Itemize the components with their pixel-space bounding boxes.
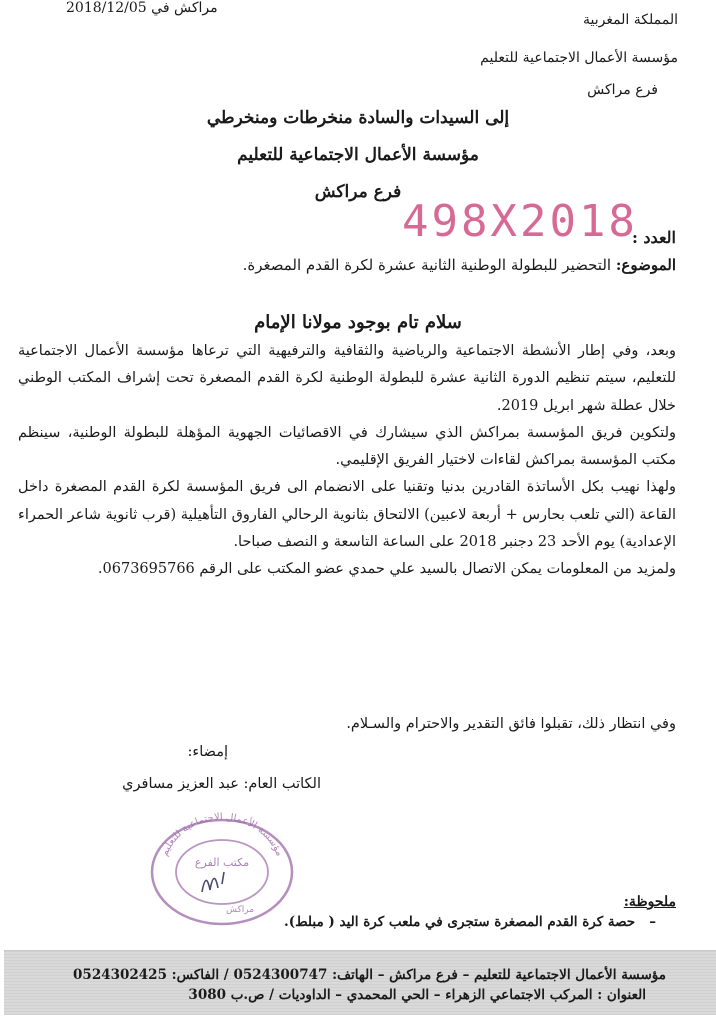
header-date: مراكش في 2018/12/05 <box>66 0 218 16</box>
seal-city-text: مراكش <box>225 905 255 915</box>
signature-scribble-icon <box>202 872 224 892</box>
footer-contact-bar <box>4 950 716 1015</box>
signature-label: إمضاء: <box>187 744 228 760</box>
subject-label: الموضوع: <box>615 256 676 274</box>
closing-line: وفي انتظار ذلك، تقبلوا فائق التقدير والاحترام والسـلام. <box>346 716 676 732</box>
body-paragraph-2: ولتكوين فريق المؤسسة بمراكش الذي سيشارك في الاقصائيات الجهوية المؤهلة للبطولة الوطنية، سينظم مكتب المؤسسة بمراكش لقاءات لاختيار الفريق الإقليمي. <box>18 424 676 469</box>
body-paragraph-1: وبعد، وفي إطار الأنشطة الاجتماعية والرياضية والثقافية والترفيهية التي ترعاها مؤسسة الأعمال الاجتماعية للتعليم، سيتم تنظيم الدورة الثانية عشرة للبطولة الوطنية لكرة القدم المصغرة تحت إشراف المكتب الوطني خلال عطلة شهر ابريل 2019. <box>18 343 676 414</box>
subject-line <box>243 256 676 274</box>
reference-number-stamp: 498X2018 <box>402 196 638 247</box>
svg-text:مؤسسة الأعمال الاجتماعية للتعل <box>159 812 285 858</box>
seal-stamp-icon <box>144 808 300 926</box>
body-paragraph-4: ولمزيد من المعلومات يمكن الاتصال بالسيد علي حمدي عضو المكتب على الرقم 0673695766. <box>97 561 676 578</box>
official-seal <box>144 808 300 926</box>
seal-outer-text: مؤسسة الأعمال الاجتماعية للتعليم <box>159 811 285 858</box>
note-title: ملحوظة: <box>623 894 676 910</box>
footer-address-line: العنوان : المركب الاجتماعي الزهراء – الحي المحمدي – الداوديات / ص.ب 3080 <box>188 987 646 1003</box>
header-branch: فرع مراكش <box>587 82 658 98</box>
footer-contact-line: مؤسسة الأعمال الاجتماعية للتعليم – فرع مراكش – الهاتف: 0524300747 / الفاكس: 0524302425 <box>73 967 666 983</box>
greeting: سلام تام بوجود مولانا الإمام <box>254 312 462 333</box>
note-bullet-icon: – <box>635 914 656 930</box>
header-kingdom: المملكة المغربية <box>582 12 678 28</box>
subject-text: التحضير للبطولة الوطنية الثانية عشرة لكرة القدم المصغرة. <box>242 256 612 274</box>
letter-body <box>18 338 676 584</box>
header-foundation: مؤسسة الأعمال الاجتماعية للتعليم <box>480 50 678 66</box>
seal-inner-text: مكتب الفرع <box>194 856 250 869</box>
body-paragraph-3: ولهذا نهيب بكل الأساتذة القادرين بدنيا وتقنيا على الانضمام الى فريق المؤسسة لكرة القدم المصغرة داخل القاعة (التي تلعب بحارس + أربعة لاعبين) الالتحاق بثانوية الرحالي الفاروق التأهيلية (قرب ثانوية شاعر الحمراء الإعدادية) يوم الأحد 23 دجنبر 2018 على الساعة التاسعة و النصف صباحا. <box>18 479 676 551</box>
addressee-line1: إلى السيدات والسادة منخرطات ومنخرطي <box>206 108 510 128</box>
addressee-line3: فرع مراكش <box>314 182 402 202</box>
addressee-line2: مؤسسة الأعمال الاجتماعية للتعليم <box>237 145 479 165</box>
signer-name: الكاتب العام: عبد العزيز مسافري <box>122 776 321 792</box>
note-item <box>284 914 656 930</box>
reference-label: العدد : <box>631 228 676 247</box>
note-item-text: حصة كرة القدم المصغرة ستجرى في ملعب كرة اليد ( مبلط). <box>284 914 636 930</box>
